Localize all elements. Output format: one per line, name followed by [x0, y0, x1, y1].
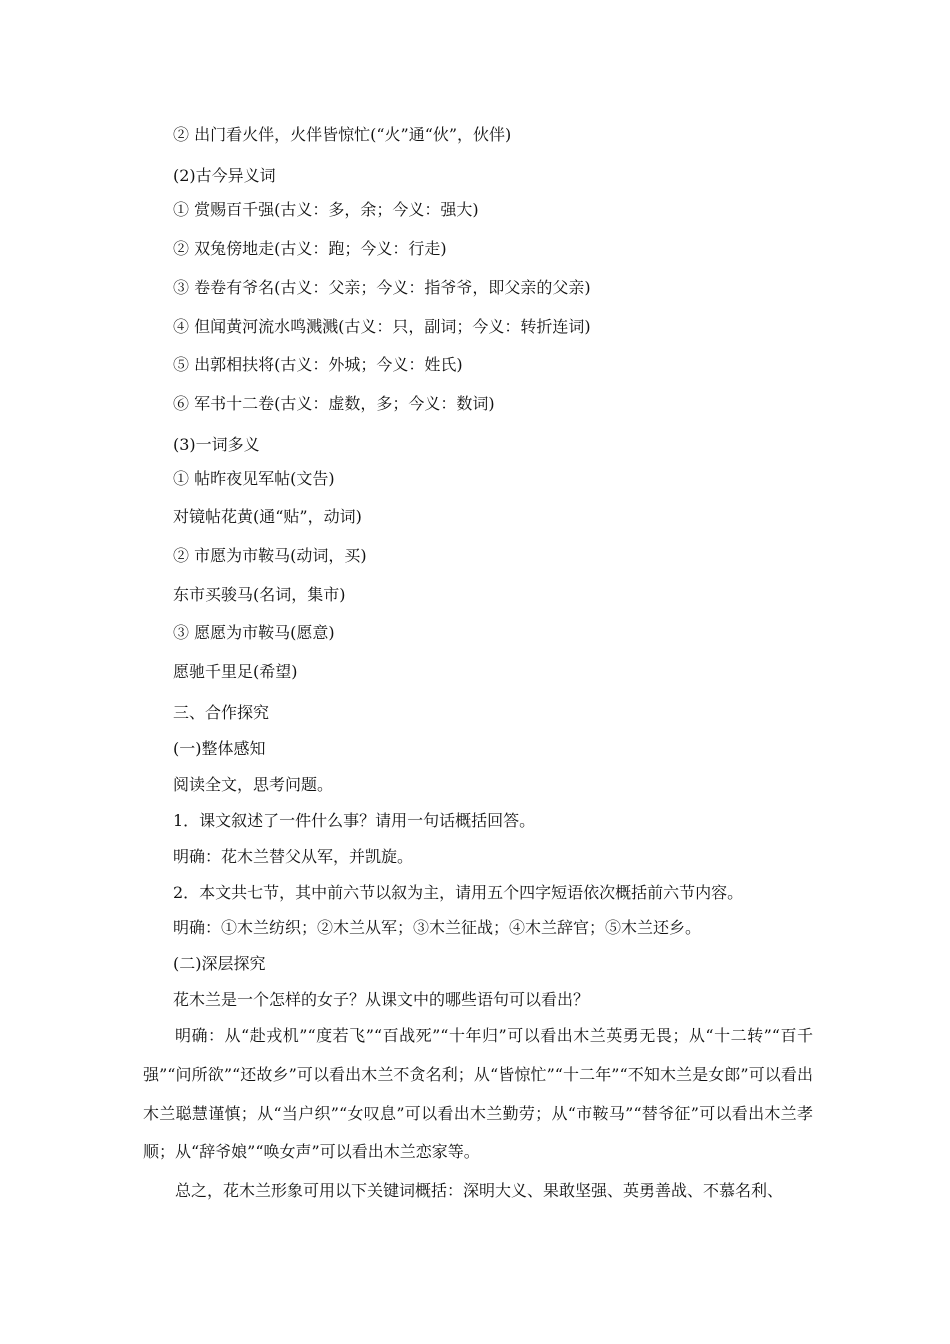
text-line: 东市买骏马(名词，集市) — [173, 585, 346, 604]
text-line: ④ 但闻黄河流水鸣溅溅(古义：只，副词；今义：转折连词) — [173, 317, 591, 336]
text-line: 愿驰千里足(希望) — [173, 662, 298, 681]
question-text: 2．本文共七节，其中前六节以叙为主，请用五个四字短语依次概括前六节内容。 — [173, 883, 744, 902]
text-line: ② 市愿为市鞍马(动词，买) — [173, 546, 367, 565]
section-heading: (3)一词多义 — [173, 435, 260, 454]
text-line: ② 双兔傍地走(古义：跑；今义：行走) — [173, 239, 447, 258]
summary-paragraph: 总之，花木兰形象可用以下关键词概括：深明大义、果敢坚强、英勇善战、不慕名利、 — [175, 1181, 784, 1200]
text-line: ③ 卷卷有爷名(古义：父亲；今义：指爷爷，即父亲的父亲) — [173, 278, 591, 297]
text-line: 阅读全文，思考问题。 — [173, 775, 334, 794]
text-line: ③ 愿愿为市鞍马(愿意) — [173, 623, 335, 642]
question-text: 1．课文叙述了一件什么事？请用一句话概括回答。 — [173, 811, 536, 830]
text-line: ⑤ 出郭相扶将(古义：外城；今义：姓氏) — [173, 355, 463, 374]
section-heading: (2)古今异义词 — [173, 166, 276, 185]
text-line: 对镜帖花黄(通“贴”，动词) — [173, 507, 362, 526]
text-line: ② 出门看火伴，火伴皆惊忙(“火”通“伙”，伙伴) — [173, 125, 512, 144]
section-heading: (二)深层探究 — [173, 954, 266, 973]
section-heading: 三、合作探究 — [173, 703, 270, 722]
text-line: ① 帖昨夜见军帖(文告) — [173, 469, 335, 488]
answer-text: 明确：①木兰纺织；②木兰从军；③木兰征战；④木兰辞官；⑤木兰还乡。 — [173, 918, 702, 937]
text-line: ⑥ 军书十二卷(古义：虚数，多；今义：数词) — [173, 394, 495, 413]
text-line: ① 赏赐百千强(古义：多，余；今义：强大) — [173, 200, 479, 219]
section-heading: (一)整体感知 — [173, 739, 266, 758]
answer-paragraph: 明确：从“赴戎机”“度若飞”“百战死”“十年归”可以看出木兰英勇无畏；从“十二转”“百千强”“问所欲”“还故乡”可以看出木兰不贪名利；从“皆惊忙”“十二年”“不知木兰是女郎”可以看出木兰聪慧谨慎；从“当户织”“女叹息”可以看出木兰勤劳；从“市鞍马”“替爷征”可以看出木兰孝顺；从“辞爷娘”“唤女声”可以看出木兰恋家等。 — [143, 1026, 813, 1162]
answer-text: 明确：花木兰替父从军，并凯旋。 — [173, 847, 414, 866]
question-text: 花木兰是一个怎样的女子？从课文中的哪些语句可以看出？ — [173, 990, 590, 1009]
